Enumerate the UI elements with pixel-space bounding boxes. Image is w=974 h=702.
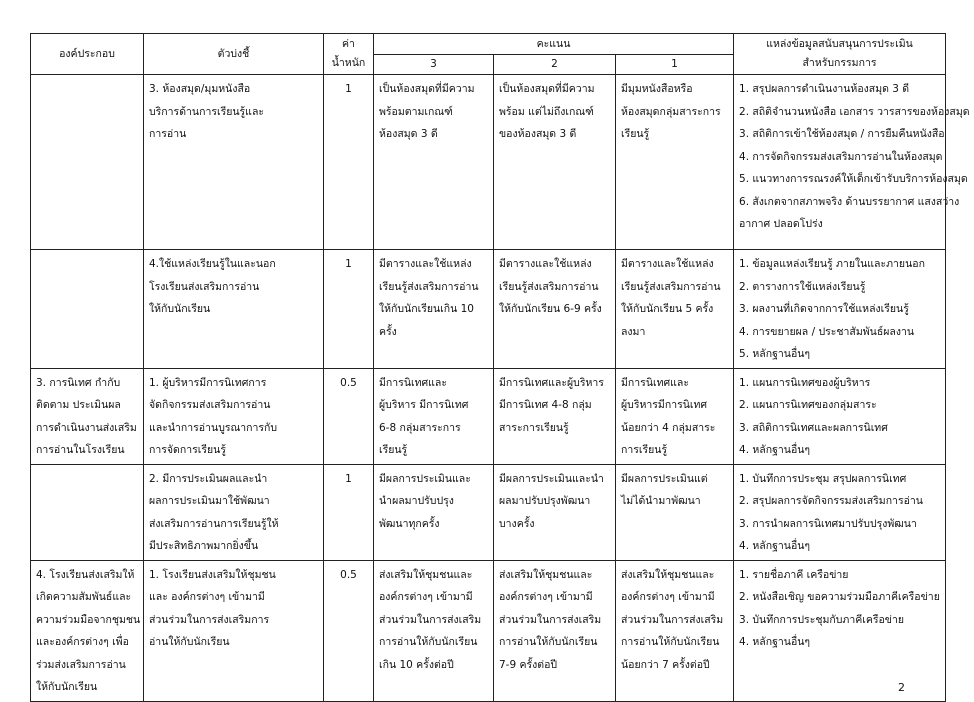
score-3-cell-line: มีผลการประเมินและ	[379, 472, 471, 485]
score-3-cell	[374, 75, 494, 250]
weight-cell: 0.5	[324, 368, 374, 464]
sources-cell-line: 3. สถิติการนิเทศและผลการนิเทศ	[739, 421, 888, 434]
table-row	[31, 560, 946, 701]
indicator-cell-line: 2. มีการประเมินผลและนำ	[149, 472, 268, 485]
score-1-cell-line: การเรียนรู้	[621, 444, 668, 456]
weight-cell: 1	[324, 464, 374, 560]
indicator-cell-line: ส่งเสริมการอ่านการเรียนรู้ให้	[149, 517, 279, 530]
indicator-cell-line: 3. ห้องสมุด/มุมหนังสือ	[149, 83, 251, 95]
score-2-cell-line: การอ่านให้กับนักเรียน	[499, 636, 598, 648]
component-cell-line: การดำเนินงานส่งเสริม	[36, 421, 137, 434]
score-1-cell-line: ส่วนร่วมในการส่งเสริม	[621, 613, 724, 626]
score-2-cell-line: สาระการเรียนรู้	[499, 421, 569, 434]
score-2-cell	[494, 560, 616, 701]
score-3-cell-line: ผู้บริหาร มีการนิเทศ	[379, 399, 469, 411]
score-2-cell-line: ของห้องสมุด 3 ดี	[499, 128, 577, 140]
component-cell-line: การอ่านในโรงเรียน	[36, 444, 125, 456]
score-1-cell-line: ไม่ได้นำมาพัฒนา	[621, 495, 701, 507]
indicator-cell-line: และ องค์กรต่างๆ เข้ามามี	[149, 591, 265, 603]
header-weight-line1: ค่า	[342, 38, 355, 50]
score-1-cell-line: น้อยกว่า 7 ครั้งต่อปี	[621, 658, 710, 671]
header-score-2: 2	[494, 54, 616, 75]
indicator-cell-line: 1. ผู้บริหารมีการนิเทศการ	[149, 376, 267, 389]
score-2-cell-line: มีตารางและใช้แหล่ง	[499, 258, 592, 270]
header-score: คะแนน	[374, 34, 734, 55]
component-cell	[31, 464, 144, 560]
score-1-cell	[616, 560, 734, 701]
sources-cell-line: 1. สรุปผลการดำเนินงานห้องสมุด 3 ดี	[739, 83, 910, 95]
sources-cell-line: 3. บันทึกการประชุมกับภาคีเครือข่าย	[739, 613, 905, 626]
score-3-cell-line: มีตารางและใช้แหล่ง	[379, 258, 472, 270]
score-2-cell-line: ผลมาปรับปรุงพัฒนา	[499, 495, 591, 507]
indicator-cell	[144, 560, 324, 701]
score-1-cell-line: เรียนรู้	[621, 128, 650, 140]
sources-cell-line: 2. แผนการนิเทศของกลุ่มสาระ	[739, 399, 877, 411]
component-cell	[31, 75, 144, 250]
score-2-cell	[494, 368, 616, 464]
indicator-cell	[144, 250, 324, 369]
component-cell-line: ความร่วมมือจากชุมชน	[36, 613, 141, 626]
score-3-cell-line: มีการนิเทศและ	[379, 376, 448, 389]
sources-cell-line: 3. การนำผลการนิเทศมาปรับปรุงพัฒนา	[739, 517, 917, 530]
score-3-cell-line: พร้อมตามเกณฑ์	[379, 105, 453, 118]
indicator-cell-line: 4.ใช้แหล่งเรียนรู้ในและนอก	[149, 258, 276, 270]
score-1-cell-line: เรียนรู้ส่งเสริมการอ่าน	[621, 280, 721, 293]
component-cell-line: เกิดความสัมพันธ์และ	[36, 591, 132, 603]
score-2-cell-line: ส่วนร่วมในการส่งเสริม	[499, 613, 602, 626]
header-weight	[324, 34, 374, 75]
score-2-cell-line: เรียนรู้ส่งเสริมการอ่าน	[499, 280, 599, 293]
score-3-cell-line: พัฒนาทุกครั้ง	[379, 517, 440, 530]
score-3-cell-line: องค์กรต่างๆ เข้ามามี	[379, 591, 473, 603]
header-indicator: ตัวบ่งชี้	[144, 34, 324, 75]
score-2-cell	[494, 75, 616, 250]
indicator-cell	[144, 75, 324, 250]
component-cell-line: และองค์กรต่างๆ เพื่อ	[36, 636, 129, 648]
sources-cell-line: 2. สรุปผลการจัดกิจกรรมส่งเสริมการอ่าน	[739, 495, 923, 507]
score-3-cell	[374, 368, 494, 464]
score-3-cell-line: ให้กับนักเรียนเกิน 10	[379, 303, 474, 315]
score-1-cell-line: มีตารางและใช้แหล่ง	[621, 258, 714, 270]
component-cell	[31, 560, 144, 701]
header-score-3: 3	[374, 54, 494, 75]
component-cell-line: 4. โรงเรียนส่งเสริมให้	[36, 568, 135, 581]
header-row-top	[31, 34, 946, 55]
sources-cell-line: 3. สถิติการเข้าใช้ห้องสมุด / การยืมคืนหนังสือ	[739, 128, 945, 140]
score-1-cell-line: ส่งเสริมให้ชุมชนและ	[621, 568, 715, 581]
sources-cell	[734, 250, 946, 369]
score-3-cell-line: ครั้ง	[379, 325, 397, 338]
header-sources-line1: แหล่งข้อมูลสนับสนุนการประเมิน	[766, 38, 913, 50]
header-weight-line2: น้ำหนัก	[331, 57, 366, 69]
score-2-cell-line: มีการนิเทศ 4-8 กลุ่ม	[499, 399, 592, 411]
score-3-cell-line: ห้องสมุด 3 ดี	[379, 128, 438, 140]
sources-cell-line: 6. สังเกตจากสภาพจริง ด้านบรรยากาศ แสงสว่าง	[739, 195, 960, 208]
indicator-cell-line: และนำการอ่านบูรณาการกับ	[149, 421, 278, 434]
evaluation-rubric-table	[30, 33, 970, 702]
weight-cell: 1	[324, 75, 374, 250]
sources-cell-line: 4. หลักฐานอื่นๆ	[739, 540, 811, 552]
score-3-cell-line: เรียนรู้ส่งเสริมการอ่าน	[379, 280, 479, 293]
weight-cell: 1	[324, 250, 374, 369]
score-1-cell	[616, 368, 734, 464]
score-1-cell-line: ห้องสมุดกลุ่มสาระการ	[621, 105, 721, 118]
table-row	[31, 250, 946, 369]
score-3-cell	[374, 250, 494, 369]
component-cell-line: 3. การนิเทศ กำกับ	[36, 376, 121, 389]
sources-cell	[734, 560, 946, 701]
page-number: 2	[898, 681, 905, 694]
score-3-cell	[374, 464, 494, 560]
score-3-cell-line: นำผลมาปรับปรุง	[379, 495, 454, 507]
indicator-cell-line: การจัดการเรียนรู้	[149, 444, 226, 456]
indicator-cell-line: มีประสิทธิภาพมากยิ่งขึ้น	[149, 540, 259, 552]
score-2-cell	[494, 464, 616, 560]
score-1-cell	[616, 464, 734, 560]
table-row	[31, 464, 946, 560]
score-2-cell-line: มีการนิเทศและผู้บริหาร	[499, 376, 604, 389]
score-2-cell	[494, 250, 616, 369]
sources-cell-line: 1. บันทึกการประชุม สรุปผลการนิเทศ	[739, 472, 907, 485]
header-sources-line2: สำหรับกรรมการ	[802, 57, 877, 69]
rubric-body	[31, 75, 970, 702]
component-cell-line: ร่วมส่งเสริมการอ่าน	[36, 658, 126, 671]
sources-cell-line: 4. หลักฐานอื่นๆ	[739, 444, 811, 456]
indicator-cell	[144, 368, 324, 464]
score-2-cell-line: องค์กรต่างๆ เข้ามามี	[499, 591, 593, 603]
sources-cell-line: 1. รายชื่อภาคี เครือข่าย	[739, 568, 849, 581]
sources-cell-line: 1. ข้อมูลแหล่งเรียนรู้ ภายในและภายนอก	[739, 258, 925, 270]
component-cell	[31, 368, 144, 464]
score-2-cell-line: 7-9 ครั้งต่อปี	[499, 658, 558, 671]
table-row	[31, 368, 946, 464]
score-2-cell-line: เป็นห้องสมุดที่มีความ	[499, 83, 595, 95]
score-3-cell-line: เป็นห้องสมุดที่มีความ	[379, 83, 475, 95]
indicator-cell-line: การอ่าน	[149, 128, 187, 140]
sources-cell	[734, 368, 946, 464]
score-1-cell-line: ลงมา	[621, 325, 646, 338]
score-3-cell-line: ส่วนร่วมในการส่งเสริม	[379, 613, 482, 626]
indicator-cell-line: อ่านให้กับนักเรียน	[149, 636, 230, 648]
sources-cell-line: 4. การจัดกิจกรรมส่งเสริมการอ่านในห้องสมุด	[739, 150, 943, 163]
component-cell	[31, 250, 144, 369]
indicator-cell-line: บริการด้านการเรียนรู้และ	[149, 105, 265, 118]
score-2-cell-line: พร้อม แต่ไม่ถึงเกณฑ์	[499, 105, 594, 118]
sources-cell-line: 1. แผนการนิเทศของผู้บริหาร	[739, 376, 871, 389]
score-1-cell	[616, 250, 734, 369]
indicator-cell-line: จัดกิจกรรมส่งเสริมการอ่าน	[149, 399, 271, 411]
score-1-cell-line: ผู้บริหารมีการนิเทศ	[621, 399, 708, 411]
table-row	[31, 75, 946, 250]
sources-cell	[734, 75, 970, 250]
sources-cell	[734, 464, 946, 560]
score-2-cell-line: บางครั้ง	[499, 517, 535, 530]
indicator-cell-line: ให้กับนักเรียน	[149, 303, 211, 315]
sources-cell-line: 2. ตารางการใช้แหล่งเรียนรู้	[739, 280, 866, 293]
score-3-cell-line: 6-8 กลุ่มสาระการ	[379, 421, 461, 434]
component-cell-line: ติดตาม ประเมินผล	[36, 399, 121, 411]
score-3-cell-line: เรียนรู้	[379, 444, 408, 456]
indicator-cell-line: ผลการประเมินมาใช้พัฒนา	[149, 495, 270, 507]
score-1-cell-line: มีมุมหนังสือหรือ	[621, 83, 693, 95]
score-2-cell-line: ส่งเสริมให้ชุมชนและ	[499, 568, 593, 581]
header-sources	[734, 34, 946, 75]
sources-cell-line: 5. แนวทางการรณรงค์ให้เด็กเข้ารับบริการห้องสมุด	[739, 173, 968, 185]
sources-cell-line: 2. สถิติจำนวนหนังสือ เอกสาร วารสารของห้องสมุด	[739, 105, 970, 118]
score-3-cell-line: ส่งเสริมให้ชุมชนและ	[379, 568, 473, 581]
sources-cell-line: อากาศ ปลอดโปร่ง	[739, 218, 823, 230]
score-3-cell-line: เกิน 10 ครั้งต่อปี	[379, 658, 454, 671]
score-1-cell-line: น้อยกว่า 4 กลุ่มสาระ	[621, 421, 716, 434]
indicator-cell-line: โรงเรียนส่งเสริมการอ่าน	[149, 280, 260, 293]
score-2-cell-line: ให้กับนักเรียน 6-9 ครั้ง	[499, 303, 602, 315]
sources-cell-line: 3. ผลงานที่เกิดจากการใช้แหล่งเรียนรู้	[739, 303, 909, 315]
score-1-cell-line: ให้กับนักเรียน 5 ครั้ง	[621, 303, 714, 315]
header-score-1: 1	[616, 54, 734, 75]
score-1-cell-line: การอ่านให้กับนักเรียน	[621, 636, 720, 648]
sources-cell-line: 4. การขยายผล / ประชาสัมพันธ์ผลงาน	[739, 325, 915, 338]
sources-cell-line: 4. หลักฐานอื่นๆ	[739, 636, 811, 648]
component-cell-line: ให้กับนักเรียน	[36, 681, 98, 693]
sources-cell-line: 2. หนังสือเชิญ ขอความร่วมมือภาคีเครือข่าย	[739, 591, 940, 603]
indicator-cell-line: 1. โรงเรียนส่งเสริมให้ชุมชน	[149, 568, 276, 581]
sources-cell-line: 5. หลักฐานอื่นๆ	[739, 348, 811, 360]
score-1-cell-line: องค์กรต่างๆ เข้ามามี	[621, 591, 715, 603]
weight-cell: 0.5	[324, 560, 374, 701]
header-component: องค์ประกอบ	[31, 34, 144, 75]
score-1-cell-line: มีผลการประเมินแต่	[621, 472, 708, 485]
indicator-cell-line: ส่วนร่วมในการส่งเสริมการ	[149, 613, 270, 626]
score-1-cell-line: มีการนิเทศและ	[621, 376, 690, 389]
score-3-cell	[374, 560, 494, 701]
score-1-cell	[616, 75, 734, 250]
score-3-cell-line: การอ่านให้กับนักเรียน	[379, 636, 478, 648]
indicator-cell	[144, 464, 324, 560]
score-2-cell-line: มีผลการประเมินและนำ	[499, 472, 604, 485]
